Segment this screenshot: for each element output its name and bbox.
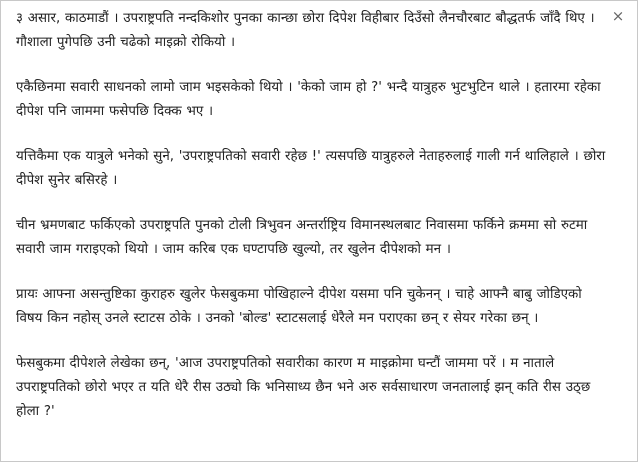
article-paragraph-4: चीन भ्रमणबाट फर्किएको उपराष्ट्रपति पुनको टोली त्रिभुवन अन्तर्राष्ट्रिय विमानस्थलबाट निवासमा फर्किने क्रममा सो रुटमा सवारी जाम गराइएको थियो । जाम करिब एक घण्टापछि खुल्यो, तर खुलेन दीपेशको मन । xyxy=(16,218,588,257)
article-paragraph-2: एकैछिनमा सवारी साधनको लामो जाम भइसकेको थियो । 'केको जाम हो ?' भन्दै यात्रुहरु भुटभुटिन थाले । हतारमा रहेका दीपेश पनि जाममा फसेपछि दिक्क भए । xyxy=(16,80,601,119)
article-body xyxy=(16,7,606,461)
article-paragraph-5: प्रायः आफ्ना असन्तुष्टिका कुराहरु खुलेर फेसबुकमा पोखिहाल्ने दीपेश यसमा पनि चुकेनन् । चाहे आफ्नै बाबु जोडिएको विषय किन नहोस् उनले स्टाटस ठोके । उनको 'बोल्ड' स्टाटसलाई धेरैले मन पराएका छन् र सेयर गरेका छन् । xyxy=(16,287,582,326)
close-icon[interactable]: × xyxy=(611,7,625,25)
article-paragraph-6: फेसबुकमा दीपेशले लेखेका छन्, 'आज उपराष्ट्रपतिको सवारीका कारण म माइक्रोमा घन्टौं जाममा परें । म नाताले उपराष्ट्रपतिको छोरो भएर त यति धेरै रीस उठ्यो कि भनिसाध्य छैन भने अरु सर्वसाधारण जनतालाई झन् कति रीस उठ्छ होला ?' xyxy=(16,356,591,419)
article-paragraph-1: ३ असार, काठमाडौं । उपराष्ट्रपति नन्दकिशोर पुनका कान्छा छोरा दिपेश विहीबार दिउँसो लैनचौरबाट बौद्धतर्फ जाँदै थिए । गौशाला पुगेपछि उनी चढेको माइक्रो रोकियो । xyxy=(16,11,595,50)
article-paragraph-3: यत्तिकैमा एक यात्रुले भनेको सुने, 'उपराष्ट्रपतिको सवारी रहेछ !' त्यसपछि यात्रुहरुले नेताहरुलाई गाली गर्न थालिहाले । छोरा दीपेश सुनेर बसिरहे । xyxy=(16,149,606,188)
